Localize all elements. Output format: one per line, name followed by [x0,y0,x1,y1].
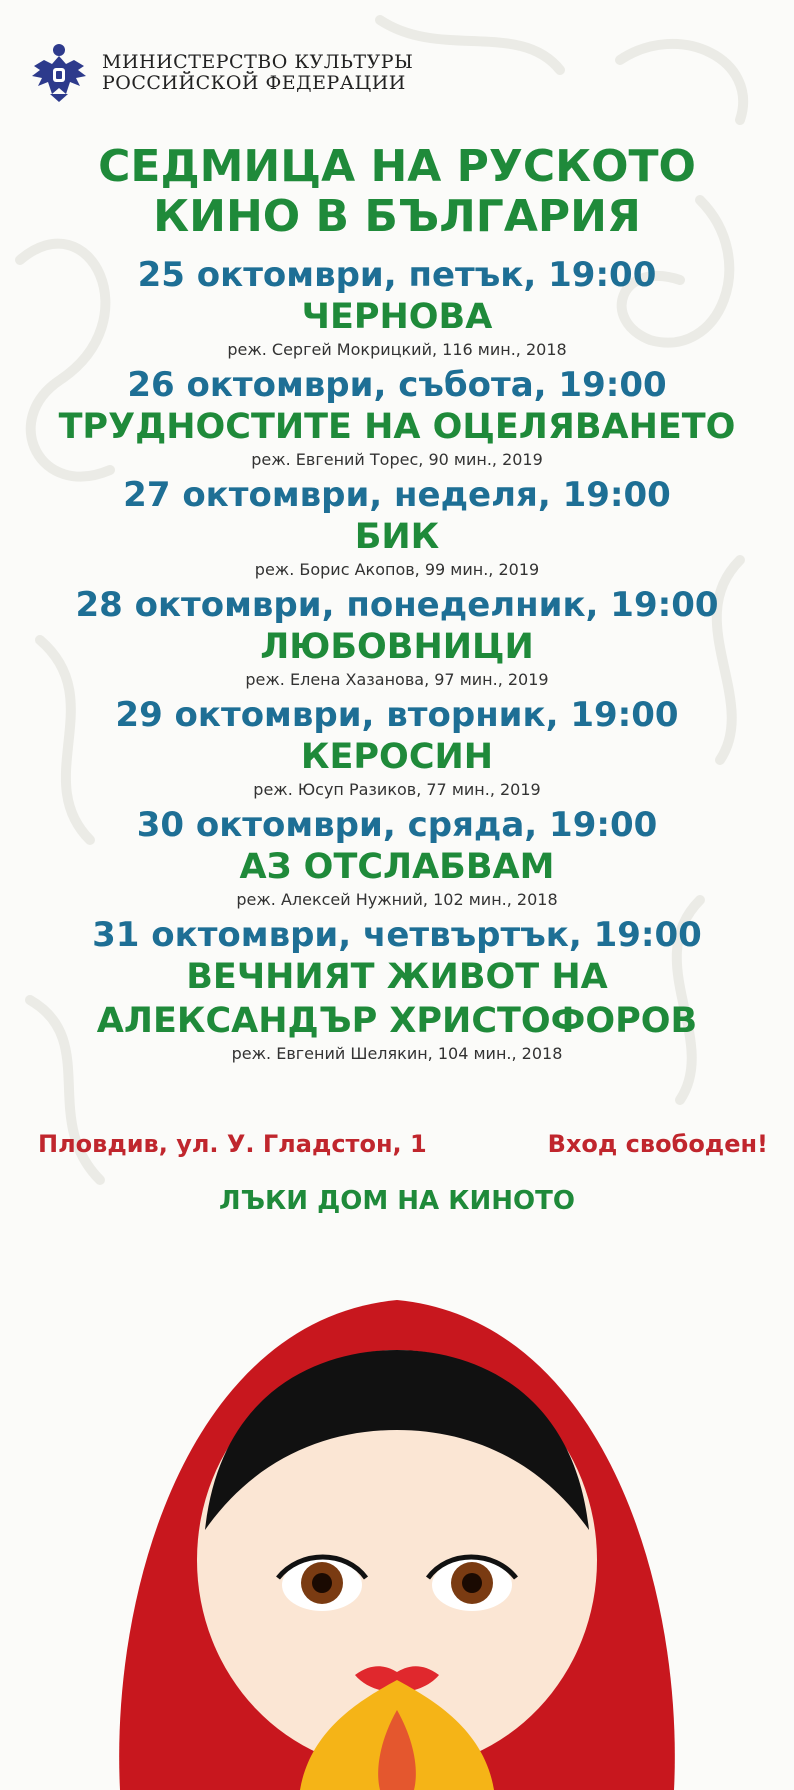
event-item [0,365,794,471]
matryoshka-illustration [0,1260,794,1790]
film-credit: реж. Борис Акопов, 99 мин., 2019 [254,560,540,579]
event-date: 31 октомври, четвъртък, 19:00 [92,915,702,955]
event-item [0,475,794,581]
event-item [0,805,794,911]
event-date: 27 октомври, неделя, 19:00 [123,475,671,515]
event-date: 26 октомври, събота, 19:00 [127,365,667,405]
film-title: ТРУДНОСТИТЕ НА ОЦЕЛЯВАНЕТО [58,407,736,447]
event-date: 29 октомври, вторник, 19:00 [115,695,679,735]
event-item [0,585,794,691]
film-title: ЧЕРНОВА [301,297,493,337]
film-title: ВЕЧНИЯТ ЖИВОТ НА [186,957,608,997]
poster-title-line-1: СЕДМИЦА НА РУСКОТО [98,141,696,192]
film-credit: реж. Сергей Мокрицкий, 116 мин., 2018 [227,340,567,359]
event-item [0,695,794,801]
location-address: Пловдив, ул. У. Гладстон, 1 [38,1130,427,1158]
film-credit: реж. Юсуп Разиков, 77 мин., 2019 [253,780,541,799]
ministry-line-2: РОССИЙСКОЙ ФЕДЕРАЦИИ [102,72,406,94]
free-entry-note: Вход свободен! [547,1130,768,1158]
film-credit: реж. Евгений Торес, 90 мин., 2019 [251,450,543,469]
ministry-header [26,40,413,106]
double-headed-eagle-icon [26,40,92,106]
event-item [0,255,794,361]
film-credit: реж. Евгений Шелякин, 104 мин., 2018 [231,1044,563,1063]
film-title: АЗ ОТСЛАБВАМ [239,847,555,887]
poster-title [0,142,794,242]
event-date: 30 октомври, сряда, 19:00 [136,805,658,845]
film-credit: реж. Елена Хазанова, 97 мин., 2019 [245,670,549,689]
film-title-line-2: АЛЕКСАНДЪР ХРИСТОФОРОВ [96,1001,698,1041]
event-date: 28 октомври, понеделник, 19:00 [75,585,719,625]
event-date: 25 октомври, петък, 19:00 [137,255,657,295]
film-credit: реж. Алексей Нужний, 102 мин., 2018 [236,890,558,909]
event-item [0,915,794,1065]
film-title: ЛЮБОВНИЦИ [260,627,534,667]
film-title: КЕРОСИН [300,737,494,777]
film-program [0,255,794,1069]
poster-title-line-2: КИНО В БЪЛГАРИЯ [153,191,641,242]
ministry-line-1: МИНИСТЕРСТВО КУЛЬТУРЫ [102,51,414,73]
film-title: БИК [354,517,440,557]
venue-name: ЛЪКИ ДОМ НА КИНОТО [219,1186,575,1216]
